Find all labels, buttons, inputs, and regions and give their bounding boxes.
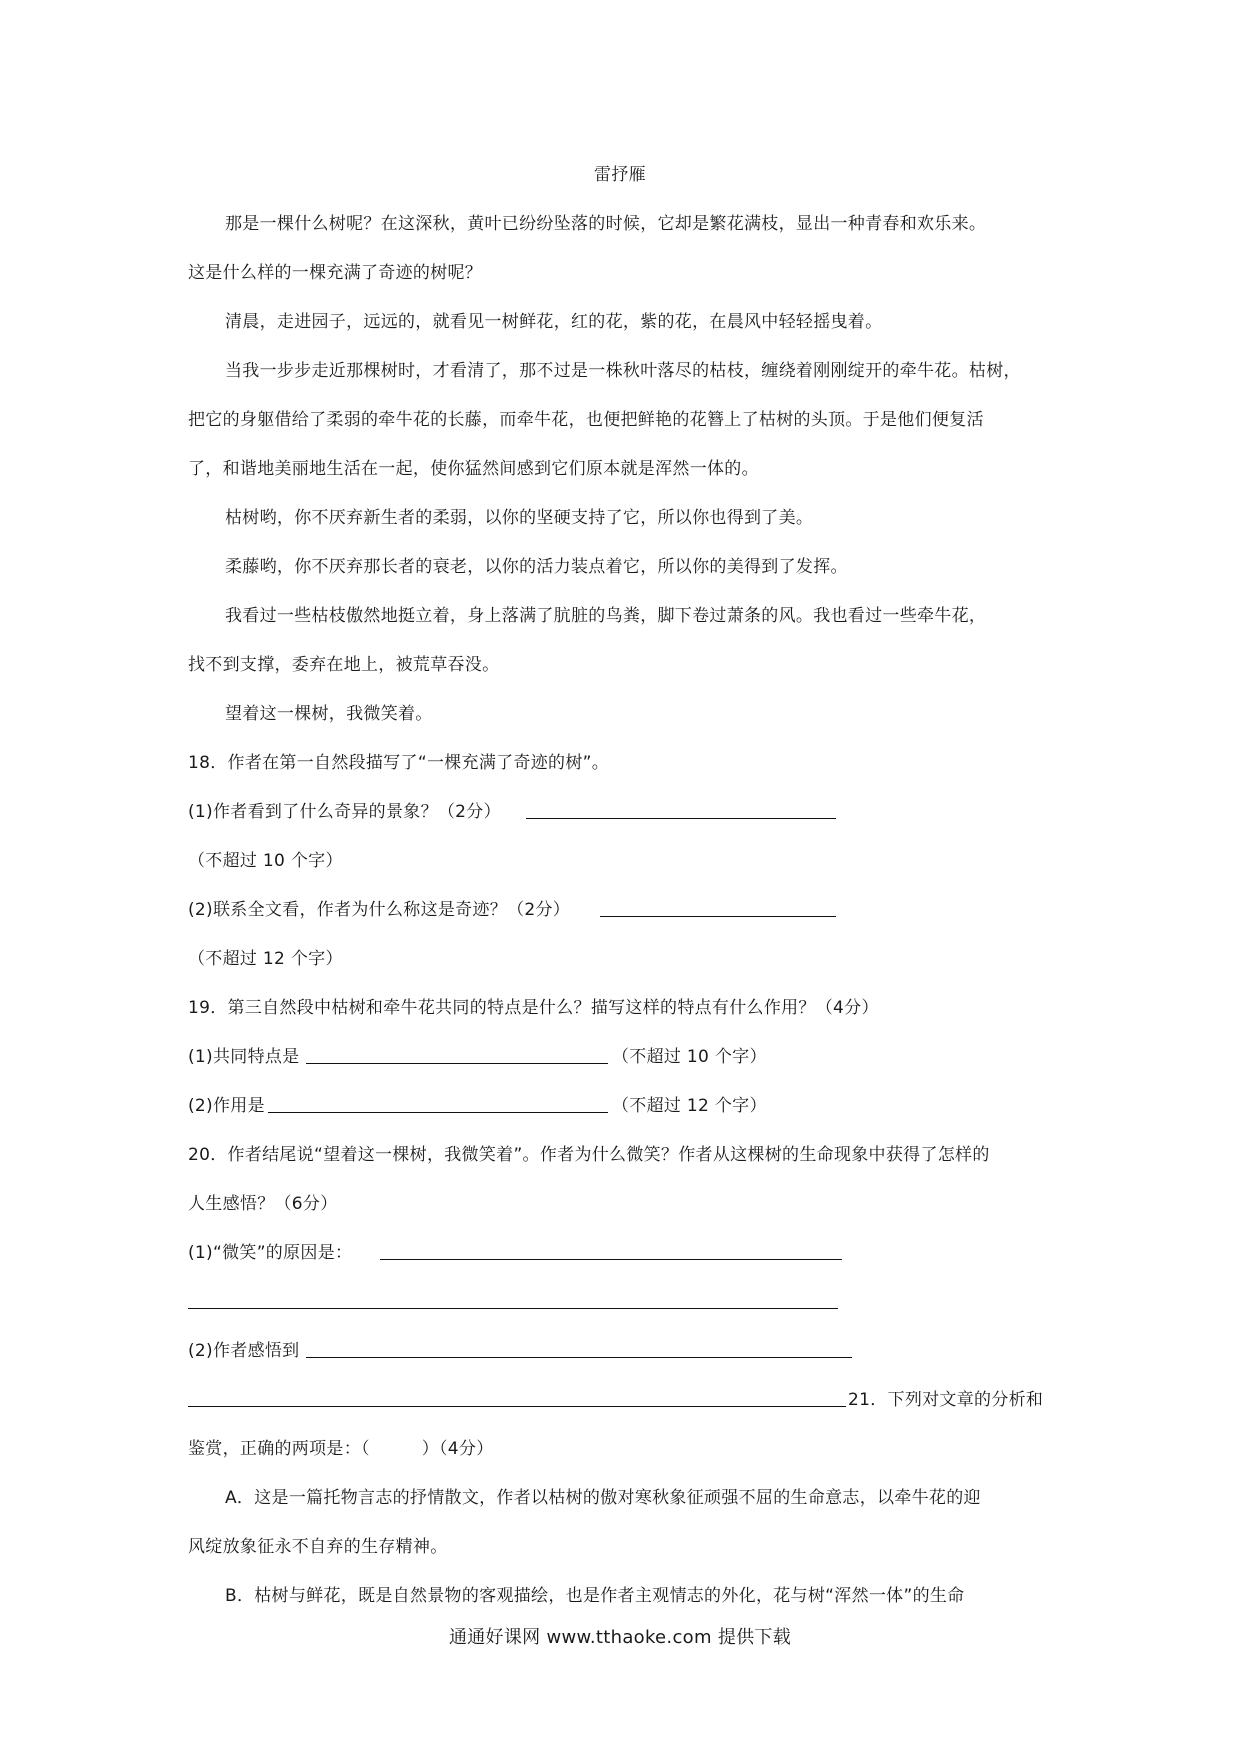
question-18-1: [188, 800, 501, 824]
option-a-line-1: A．这是一篇托物言志的抒情散文，作者以枯树的傲对寒秋象征顽强不屈的生命意志，以牵牛花的迎: [225, 1488, 981, 1508]
answer-line-18-1[interactable]: [526, 818, 836, 819]
option-b-line-1: B．枯树与鲜花，既是自然景物的客观描绘，也是作者主观情志的外化，花与树“浑然一体”的生命: [225, 1586, 965, 1606]
question-20-2: (2)作者感悟到: [188, 1341, 300, 1361]
question-18-2: [188, 898, 570, 922]
paragraph-3-line-3: 了，和谐地美丽地生活在一起，使你猛然间感到它们原本就是浑然一体的。: [188, 459, 759, 479]
paragraph-4: 枯树哟，你不厌弃新生者的柔弱，以你的坚硬支持了它，所以你也得到了美。: [225, 508, 814, 528]
paragraph-3-line-1: 当我一步步走近那棵树时，才看清了，那不过是一株秋叶落尽的枯枝，缠绕着刚刚绽开的牵牛花。枯树，: [225, 361, 1021, 381]
answer-line-20-2a[interactable]: [306, 1357, 852, 1358]
question-21-start: 21．下列对文章的分析和: [848, 1390, 1044, 1410]
answer-line-20-2b[interactable]: [188, 1406, 846, 1407]
question-19-1-note: （不超过 10 个字）: [612, 1047, 767, 1067]
answer-line-19-2[interactable]: [268, 1112, 608, 1113]
question-20-1: (1)“微笑”的原因是：: [188, 1243, 353, 1263]
paragraph-5: 柔藤哟，你不厌弃那长者的衰老，以你的活力装点着它，所以你的美得到了发挥。: [225, 557, 848, 577]
answer-line-19-1[interactable]: [306, 1063, 608, 1064]
question-19-2: (2)作用是: [188, 1096, 265, 1116]
paragraph-3-line-2: 把它的身躯借给了柔弱的牵牛花的长藤，而牵牛花，也便把鲜艳的花簪上了枯树的头顶。于是他们便复活: [188, 410, 984, 430]
answer-line-20-1b[interactable]: [188, 1308, 838, 1309]
question-20-line-2: 人生感悟？（6分）: [188, 1194, 338, 1214]
question-21-line-2: 鉴赏，正确的两项是：（ ）（4分）: [188, 1439, 494, 1459]
page-footer: 通通好课网 www.tthaoke.com 提供下载: [448, 1627, 792, 1648]
answer-line-18-2[interactable]: [600, 916, 836, 917]
question-19-1: (1)共同特点是: [188, 1047, 300, 1067]
question-19-2-note: （不超过 12 个字）: [612, 1096, 767, 1116]
paragraph-7: 望着这一棵树，我微笑着。: [225, 704, 433, 724]
question-18: 18．作者在第一自然段描写了“一棵充满了奇迹的树”。: [188, 753, 610, 773]
paragraph-2: 清晨，走进园子，远远的，就看见一树鲜花，红的花，紫的花，在晨风中轻轻摇曳着。: [225, 312, 883, 332]
question-18-2-note: （不超过 12 个字）: [188, 949, 343, 969]
author-name: 雷抒雁: [594, 165, 646, 185]
question-18-2-text: (2)联系全文看，作者为什么称这是奇迹？（2分）: [188, 900, 571, 920]
question-18-1-note: （不超过 10 个字）: [188, 851, 343, 871]
paragraph-6-line-2: 找不到支撑，委弃在地上，被荒草吞没。: [188, 655, 500, 675]
answer-line-20-1a[interactable]: [380, 1259, 842, 1260]
question-20-line-1: 20．作者结尾说“望着这一棵树，我微笑着”。作者为什么微笑？作者从这棵树的生命现象中获得了怎样的: [188, 1145, 990, 1165]
paragraph-1-line-2: 这是什么样的一棵充满了奇迹的树呢？: [188, 263, 483, 283]
paragraph-6-line-1: 我看过一些枯枝傲然地挺立着，身上落满了肮脏的鸟粪，脚下卷过萧条的风。我也看过一些牵牛花，: [225, 606, 987, 626]
option-a-line-2: 风绽放象征永不自弃的生存精神。: [188, 1537, 448, 1557]
paragraph-1-line-1: 那是一棵什么树呢？在这深秋，黄叶已纷纷坠落的时候，它却是繁花满枝，显出一种青春和欢乐来。: [225, 214, 987, 234]
question-18-1-text: (1)作者看到了什么奇异的景象？（2分）: [188, 802, 501, 822]
question-19: 19．第三自然段中枯树和牵牛花共同的特点是什么？描写这样的特点有什么作用？（4分）: [188, 998, 879, 1018]
